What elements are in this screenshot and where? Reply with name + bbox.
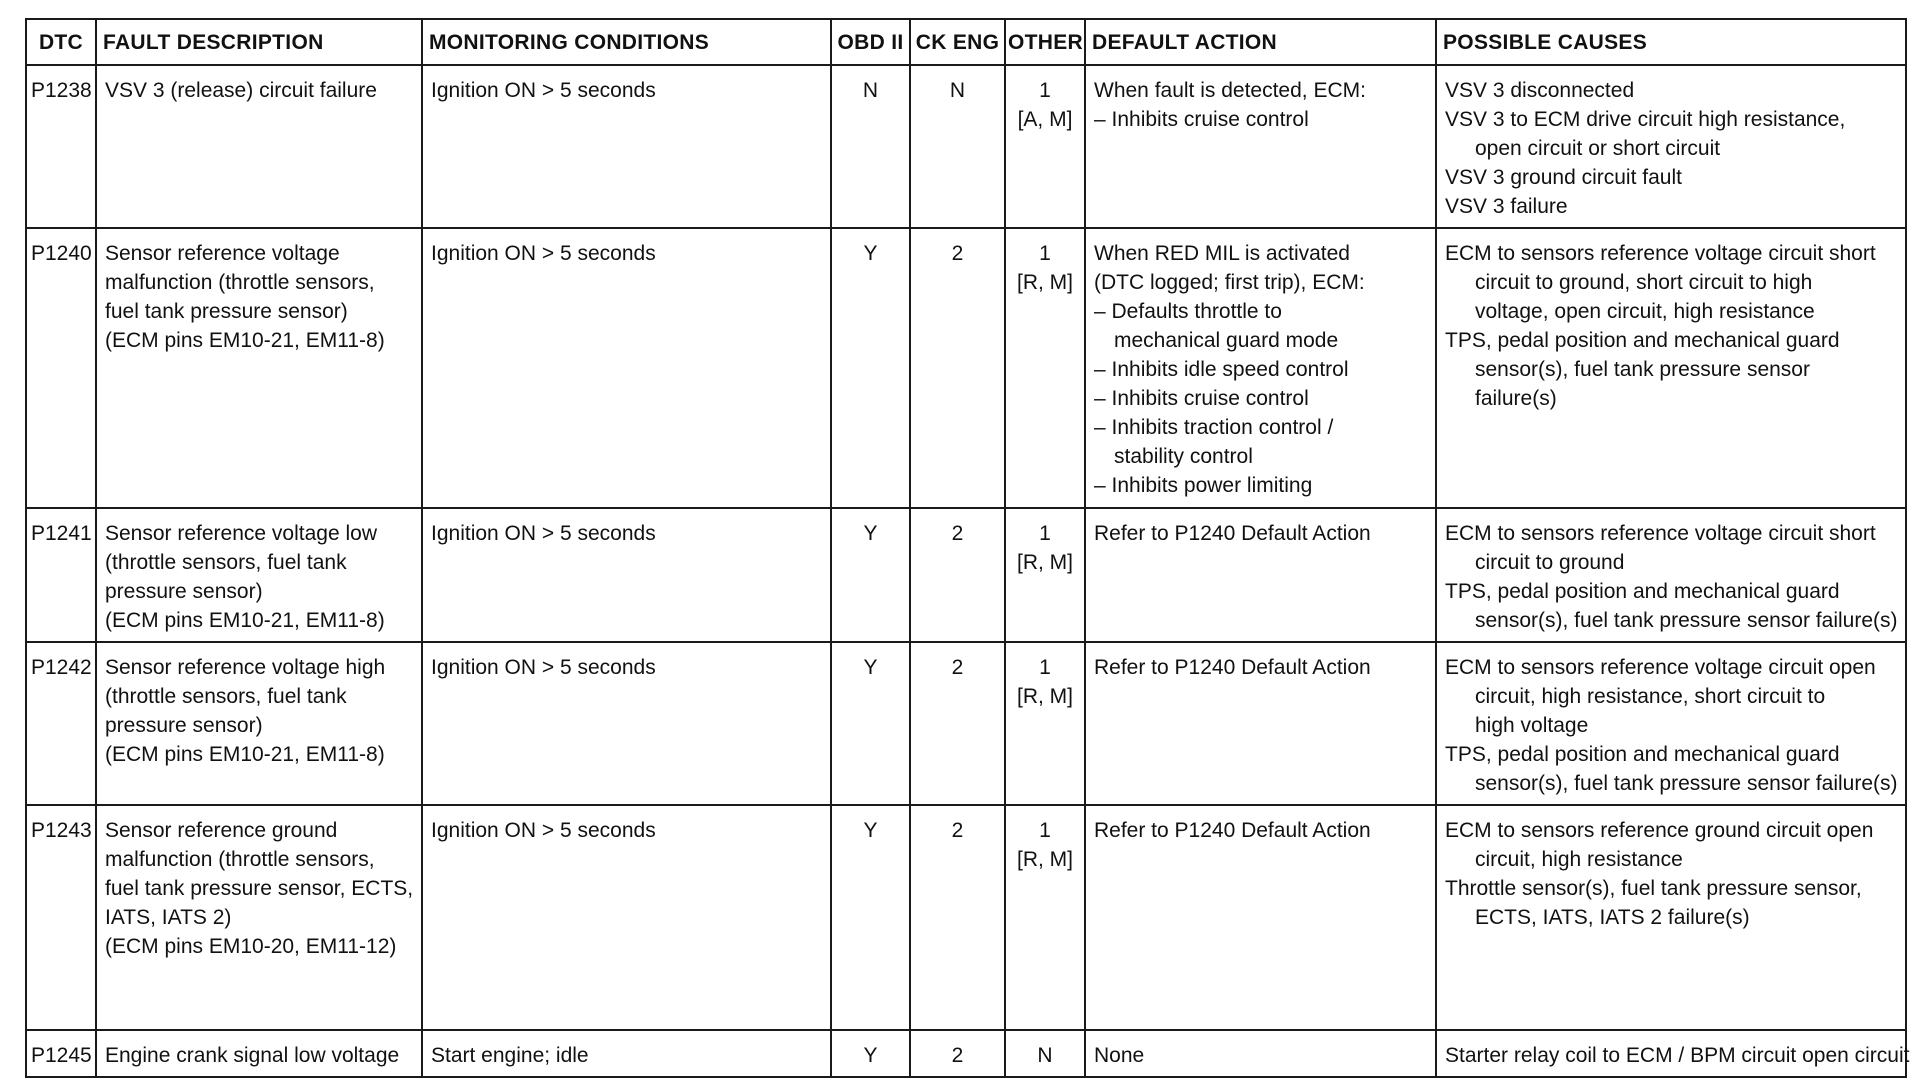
cause-line: TPS, pedal position and mechanical guard [1445, 329, 1840, 352]
table-row [26, 1030, 1906, 1077]
cause-line: sensor(s), fuel tank pressure sensor failure(s) [1475, 772, 1898, 795]
description-line: pressure sensor) [105, 580, 263, 603]
default-action-intro: Refer to P1240 Default Action [1094, 656, 1371, 679]
description-line: Sensor reference voltage low [105, 522, 377, 545]
header-dtc: DTC [26, 19, 96, 65]
monitoring-conditions: Ignition ON > 5 seconds [422, 642, 831, 805]
header-ck-eng: CK ENG [910, 19, 1005, 65]
cause-line: ECTS, IATS, IATS 2 failure(s) [1475, 906, 1750, 929]
cause-line: ECM to sensors reference voltage circuit short [1445, 522, 1876, 545]
default-action-intro: Refer to P1240 Default Action [1094, 522, 1371, 545]
table-row [26, 228, 1906, 508]
default-action-item: – Inhibits idle speed control [1094, 358, 1349, 381]
description-line: fuel tank pressure sensor) [105, 300, 348, 323]
default-action-item: – Inhibits power limiting [1094, 474, 1313, 497]
possible-causes [1436, 65, 1906, 228]
cause-line: Starter relay coil to ECM / BPM circuit open circuit [1445, 1044, 1910, 1067]
header-possible-causes: POSSIBLE CAUSES [1436, 19, 1906, 65]
monitoring-conditions: Ignition ON > 5 seconds [422, 805, 831, 1030]
fault-description [96, 1030, 422, 1077]
other-number: 1 [1039, 242, 1051, 265]
header-default-action: DEFAULT ACTION [1085, 19, 1436, 65]
cause-line: circuit to ground, short circuit to high [1475, 271, 1813, 294]
possible-causes [1436, 642, 1906, 805]
cause-line: TPS, pedal position and mechanical guard [1445, 580, 1840, 603]
dtc-code: P1242 [26, 642, 96, 805]
cause-line: failure(s) [1475, 387, 1557, 410]
table-row [26, 642, 1906, 805]
other-flags: [R, M] [1017, 271, 1073, 294]
description-line: pressure sensor) [105, 714, 263, 737]
cause-line: ECM to sensors reference voltage circuit short [1445, 242, 1876, 265]
obd2-value: Y [831, 805, 910, 1030]
other-value [1005, 65, 1085, 228]
header-fault-description: FAULT DESCRIPTION [96, 19, 422, 65]
default-action-intro: Refer to P1240 Default Action [1094, 819, 1371, 842]
description-line: (ECM pins EM10-21, EM11-8) [105, 329, 385, 352]
default-action-intro: When RED MIL is activated [1094, 242, 1350, 265]
cause-line: open circuit or short circuit [1475, 137, 1721, 160]
fault-description [96, 508, 422, 642]
default-action-intro: (DTC logged; first trip), ECM: [1094, 271, 1365, 294]
obd2-value: N [831, 65, 910, 228]
monitoring-conditions: Start engine; idle [422, 1030, 831, 1077]
fault-description [96, 805, 422, 1030]
description-line: Sensor reference voltage [105, 242, 340, 265]
other-number: 1 [1039, 522, 1051, 545]
cause-line: voltage, open circuit, high resistance [1475, 300, 1815, 323]
other-flags: [R, M] [1017, 685, 1073, 708]
other-number: N [1037, 1044, 1053, 1067]
dtc-code: P1245 [26, 1030, 96, 1077]
default-action [1085, 228, 1436, 508]
default-action-item: – Inhibits cruise control [1094, 387, 1309, 410]
default-action [1085, 1030, 1436, 1077]
default-action-item: mechanical guard mode [1114, 329, 1339, 352]
ck-eng-value: 2 [910, 805, 1005, 1030]
cause-line: ECM to sensors reference voltage circuit open [1445, 656, 1876, 679]
description-line: malfunction (throttle sensors, [105, 848, 375, 871]
default-action [1085, 642, 1436, 805]
table-body [26, 65, 1910, 1077]
other-flags: [R, M] [1017, 551, 1073, 574]
cause-line: Throttle sensor(s), fuel tank pressure sensor, [1445, 877, 1862, 900]
header-row [26, 19, 1906, 65]
other-number: 1 [1039, 819, 1051, 842]
description-line: Engine crank signal low voltage [105, 1044, 400, 1067]
default-action-item: – Defaults throttle to [1094, 300, 1282, 323]
possible-causes [1436, 805, 1906, 1030]
default-action-item: stability control [1114, 445, 1253, 468]
cause-line: circuit, high resistance, short circuit to [1475, 685, 1826, 708]
other-value [1005, 805, 1085, 1030]
header-monitoring-conditions: MONITORING CONDITIONS [422, 19, 831, 65]
description-line: fuel tank pressure sensor, ECTS, [105, 877, 414, 900]
description-line: VSV 3 (release) circuit failure [105, 79, 377, 102]
header-obd2: OBD II [831, 19, 910, 65]
other-value [1005, 228, 1085, 508]
other-number: 1 [1039, 79, 1051, 102]
other-flags: [A, M] [1017, 108, 1073, 131]
dtc-fault-table [25, 18, 1910, 1078]
default-action [1085, 508, 1436, 642]
cause-line: sensor(s), fuel tank pressure sensor failure(s) [1475, 609, 1898, 632]
other-flags: [R, M] [1017, 848, 1073, 871]
default-action [1085, 65, 1436, 228]
description-line: (throttle sensors, fuel tank [105, 685, 347, 708]
cause-line: VSV 3 failure [1445, 195, 1568, 218]
monitoring-conditions: Ignition ON > 5 seconds [422, 65, 831, 228]
cause-line: high voltage [1475, 714, 1589, 737]
default-action [1085, 805, 1436, 1030]
cause-line: VSV 3 to ECM drive circuit high resistance, [1445, 108, 1846, 131]
default-action-item: – Inhibits traction control / [1094, 416, 1334, 439]
cause-line: VSV 3 disconnected [1445, 79, 1635, 102]
ck-eng-value: 2 [910, 508, 1005, 642]
description-line: (ECM pins EM10-20, EM11-12) [105, 935, 397, 958]
dtc-code: P1243 [26, 805, 96, 1030]
obd2-value: Y [831, 1030, 910, 1077]
dtc-code: P1238 [26, 65, 96, 228]
possible-causes [1436, 228, 1906, 508]
obd2-value: Y [831, 508, 910, 642]
ck-eng-value: 2 [910, 228, 1005, 508]
default-action-intro: None [1094, 1044, 1145, 1067]
other-value [1005, 642, 1085, 805]
description-line: (ECM pins EM10-21, EM11-8) [105, 743, 385, 766]
fault-description [96, 642, 422, 805]
header-other: OTHER [1005, 19, 1085, 65]
table-row [26, 508, 1906, 642]
description-line: Sensor reference ground [105, 819, 338, 842]
ck-eng-value: 2 [910, 642, 1005, 805]
table-row [26, 65, 1906, 228]
description-line: IATS, IATS 2) [105, 906, 232, 929]
monitoring-conditions: Ignition ON > 5 seconds [422, 508, 831, 642]
other-number: 1 [1039, 656, 1051, 679]
obd2-value: Y [831, 642, 910, 805]
fault-description [96, 228, 422, 508]
cause-line: VSV 3 ground circuit fault [1445, 166, 1682, 189]
other-value [1005, 1030, 1085, 1077]
description-line: (ECM pins EM10-21, EM11-8) [105, 609, 385, 632]
cause-line: sensor(s), fuel tank pressure sensor [1475, 358, 1810, 381]
possible-causes [1436, 1030, 1910, 1077]
cause-line: circuit to ground [1475, 551, 1625, 574]
cause-line: circuit, high resistance [1475, 848, 1683, 871]
description-line: malfunction (throttle sensors, [105, 271, 375, 294]
dtc-code: P1241 [26, 508, 96, 642]
table-row [26, 805, 1906, 1030]
obd2-value: Y [831, 228, 910, 508]
possible-causes [1436, 508, 1906, 642]
cause-line: ECM to sensors reference ground circuit open [1445, 819, 1874, 842]
other-value [1005, 508, 1085, 642]
fault-description [96, 65, 422, 228]
dtc-code: P1240 [26, 228, 96, 508]
description-line: Sensor reference voltage high [105, 656, 386, 679]
monitoring-conditions: Ignition ON > 5 seconds [422, 228, 831, 508]
ck-eng-value: 2 [910, 1030, 1005, 1077]
description-line: (throttle sensors, fuel tank [105, 551, 347, 574]
ck-eng-value: N [910, 65, 1005, 228]
cause-line: TPS, pedal position and mechanical guard [1445, 743, 1840, 766]
default-action-intro: When fault is detected, ECM: [1094, 79, 1366, 102]
default-action-item: – Inhibits cruise control [1094, 108, 1309, 131]
